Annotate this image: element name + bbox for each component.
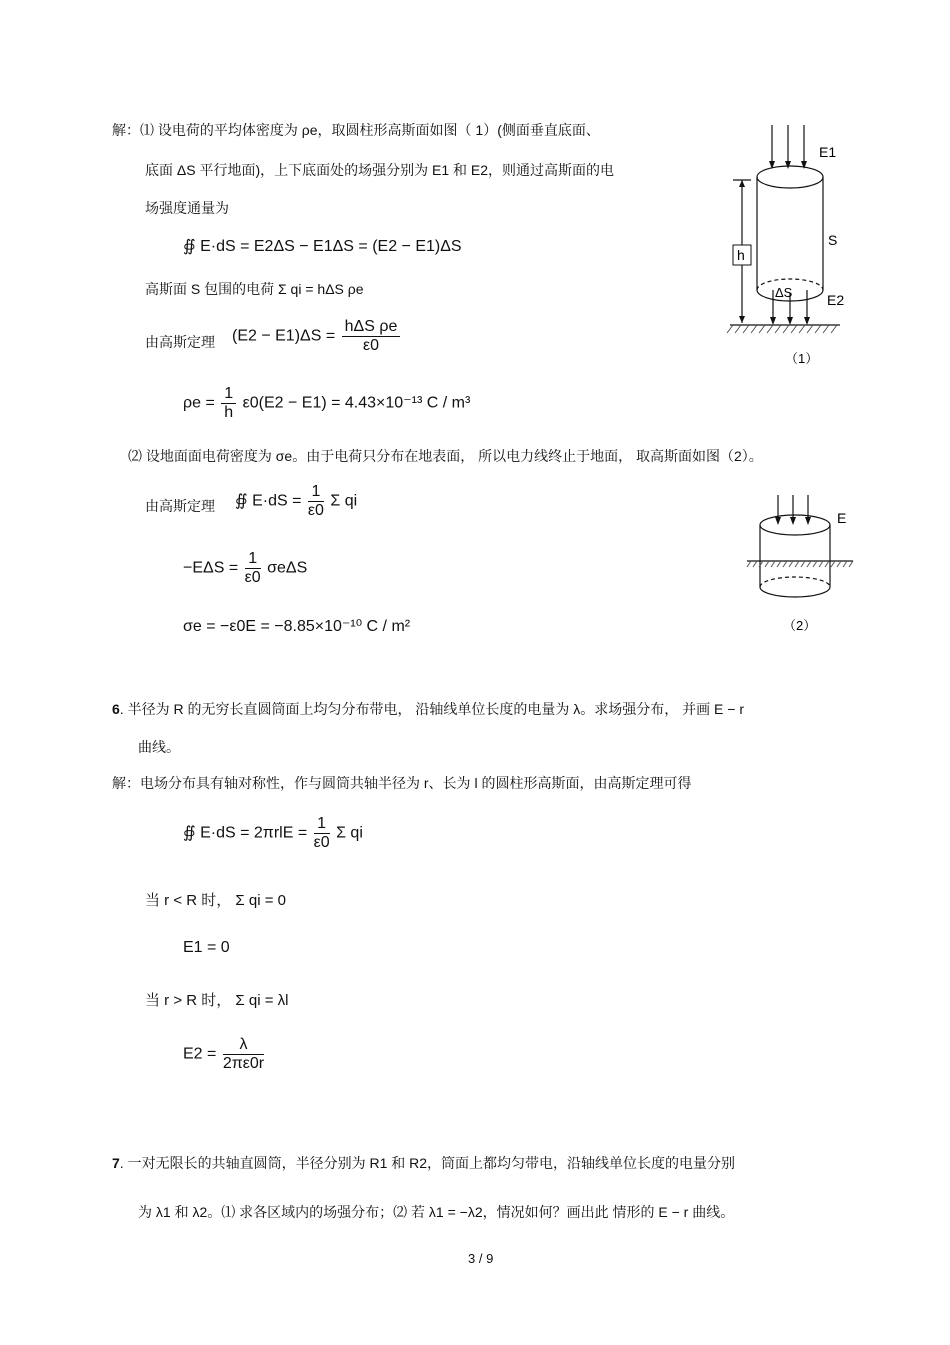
gauss-law-equation xyxy=(232,318,402,355)
eq4-right: Σ qi xyxy=(330,492,358,510)
eq3-numerator: 1 xyxy=(221,385,236,404)
solution-line-3: 场强度通量为 xyxy=(145,200,229,216)
page-number: 3 / 9 xyxy=(468,1251,494,1266)
eq4-numerator: 1 xyxy=(308,483,324,502)
density-equation xyxy=(183,385,470,422)
eq2-denominator: ε0 xyxy=(362,337,379,354)
eq4-left: ∯ E·dS = xyxy=(235,492,302,510)
eq3-left: ρe = xyxy=(183,394,215,412)
flux-equation: ∯ E·dS = E2ΔS − E1ΔS = (E2 − E1)ΔS xyxy=(183,238,462,255)
problem-7-line-1 xyxy=(112,1153,735,1173)
q6-case2-numerator: λ xyxy=(223,1036,264,1055)
figure-1 xyxy=(715,125,855,375)
problem-7-number: 7 xyxy=(112,1155,120,1171)
q6-eq1-numerator: 1 xyxy=(314,815,330,834)
eq5-right: σeΔS xyxy=(267,559,308,577)
part2-equation-3: σe = −ε0E = −8.85×10⁻¹⁰ C / m² xyxy=(183,618,411,635)
solution-line-1: 解：⑴ 设电荷的平均体密度为 ρe，取圆柱形高斯面如图（ 1）(侧面垂直底面、 xyxy=(112,122,600,138)
enclosed-charge-line: 高斯面 S 包围的电荷 Σ qi = hΔS ρe xyxy=(145,281,364,297)
problem-6-number: 6 xyxy=(112,701,120,717)
q6-eq1-denominator: ε0 xyxy=(313,834,330,851)
fig1-e1-label: E1 xyxy=(819,144,837,160)
q6-case2-denominator: 2πε0r xyxy=(222,1055,265,1072)
part2-line: ⑵ 设地面面电荷密度为 σe。由于电荷只分布在地表面， 所以电力线终止于地面， 取高斯面如图（2）。 xyxy=(128,448,763,464)
problem-6-line-1 xyxy=(112,699,744,719)
problem-6-solution: 解：电场分布具有轴对称性，作与圆筒共轴半径为 r、长为 l 的圆柱形高斯面，由高斯定理可得 xyxy=(112,775,692,791)
part2-equation-1 xyxy=(235,483,357,520)
fig1-ds-label: ΔS xyxy=(775,285,793,300)
eq3-right: ε0(E2 − E1) = 4.43×10⁻¹³ C / m³ xyxy=(242,394,471,412)
problem-6-case-2: 当 r > R 时， Σ qi = λl xyxy=(145,992,289,1009)
fig1-e2-label: E2 xyxy=(827,292,845,308)
problem-7-text: . 一对无限长的共轴直圆筒，半径分别为 R1 和 R2，筒面上都均匀带电，沿轴线单位长度的电量分别 xyxy=(119,1155,736,1171)
problem-6-line-2: 曲线。 xyxy=(138,739,180,755)
problem-6-case-1-result: E1 = 0 xyxy=(183,939,230,956)
fig1-s-label: S xyxy=(828,232,838,248)
eq3-denominator: h xyxy=(224,404,234,421)
problem-6-equation-1 xyxy=(183,815,363,852)
eq5-denominator: ε0 xyxy=(244,569,261,586)
q6-eq1-right: Σ qi xyxy=(336,824,363,842)
eq2-left: (E2 − E1)ΔS = xyxy=(232,327,336,345)
fig1-caption: （1） xyxy=(785,351,819,366)
fig2-e-label: E xyxy=(837,510,847,526)
fig1-h-label: h xyxy=(737,247,745,263)
solution-line-2: 底面 ΔS 平行地面)，上下底面处的场强分别为 E1 和 E2，则通过高斯面的电 xyxy=(145,162,615,178)
part2-gauss-label: 由高斯定理 xyxy=(145,498,215,514)
gauss-law-label: 由高斯定理 xyxy=(145,334,215,350)
eq4-denominator: ε0 xyxy=(307,502,324,519)
problem-6-text: . 半径为 R 的无穷长直圆筒面上均匀分布带电， 沿轴线单位长度的电量为 λ。求场强分布， 并画 E − r xyxy=(119,701,744,717)
q6-eq1-left: ∯ E·dS = 2πrlE = xyxy=(183,824,308,842)
part2-equation-2 xyxy=(183,550,307,587)
eq2-numerator: hΔS ρe xyxy=(342,318,401,337)
figure-2 xyxy=(745,495,860,640)
problem-6-case-1: 当 r < R 时， Σ qi = 0 xyxy=(145,892,286,909)
problem-6-case-2-result xyxy=(183,1036,266,1073)
problem-7-line-2: 为 λ1 和 λ2。⑴ 求各区域内的场强分布；⑵ 若 λ1 = −λ2，情况如何？画出此 情形的 E − r 曲线。 xyxy=(138,1204,735,1220)
eq5-numerator: 1 xyxy=(245,550,261,569)
eq5-left: −EΔS = xyxy=(183,559,239,577)
fig2-caption: （2） xyxy=(783,618,817,633)
q6-case2-left: E2 = xyxy=(183,1045,217,1063)
